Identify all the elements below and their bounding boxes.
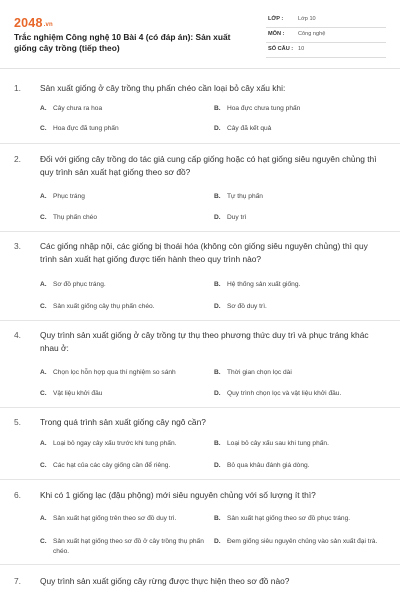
option-text: Bỏ qua khâu đánh giá dòng. bbox=[227, 462, 310, 469]
option-letter: D. bbox=[214, 125, 221, 132]
option-text: Sản xuất hạt giống theo sơ đồ ở cây trồng thụ phấn chéo. bbox=[53, 538, 204, 555]
question-number: 4. bbox=[14, 330, 21, 340]
option-text: Sơ đồ phục tráng. bbox=[53, 281, 106, 288]
option-letter: B. bbox=[214, 193, 221, 200]
question-divider bbox=[0, 320, 400, 321]
option-letter: D. bbox=[214, 538, 221, 545]
page-header bbox=[14, 12, 386, 62]
option-text: Phục tráng bbox=[53, 193, 85, 200]
option-letter: D. bbox=[214, 303, 221, 310]
logo-suffix: .vn bbox=[43, 22, 53, 28]
option-text: Hệ thống sản xuất giống. bbox=[227, 281, 301, 288]
question-number: 5. bbox=[14, 417, 21, 427]
option-text: Cây chưa ra hoa bbox=[53, 105, 103, 112]
info-key: SỐ CÂU : bbox=[268, 46, 294, 52]
option-letter: C. bbox=[40, 214, 47, 221]
option-text: Quy trình chọn lọc và vật liệu khởi đầu. bbox=[227, 390, 342, 397]
option-text: Hoa đực đã tung phấn bbox=[53, 125, 119, 132]
question-number: 7. bbox=[14, 576, 21, 586]
option-letter: B. bbox=[214, 105, 221, 112]
question-body: Quy trình sản xuất giống ở cây trồng tự thụ theo phương thức duy trì và phục tráng khác nhau ở: bbox=[40, 330, 369, 354]
option-letter: C. bbox=[40, 390, 47, 397]
option-text: Cây đã kết quả bbox=[227, 125, 272, 132]
option-letter: A. bbox=[40, 281, 47, 288]
info-table bbox=[266, 13, 386, 58]
option-text: Vật liệu khởi đầu bbox=[53, 390, 103, 397]
document-title: Trắc nghiệm Công nghệ 10 Bài 4 (có đáp án): Sản xuất giống cây trồng (tiếp theo) bbox=[14, 32, 231, 53]
option-text: Thời gian chọn lọc dài bbox=[227, 369, 292, 376]
option-letter: C. bbox=[40, 125, 47, 132]
option-letter: C. bbox=[40, 538, 47, 545]
question-number: 6. bbox=[14, 490, 21, 500]
option-text: Tự thụ phấn bbox=[227, 193, 263, 200]
option-text: Duy trì bbox=[227, 214, 247, 221]
question-number: 3. bbox=[14, 241, 21, 251]
option-text: Sản xuất hạt giống trên theo sơ đồ duy trì. bbox=[53, 515, 177, 522]
question-body: Quy trình sản xuất giống cây rừng được thực hiện theo sơ đồ nào? bbox=[40, 576, 290, 586]
option-letter: C. bbox=[40, 462, 47, 469]
info-value: Lớp 10 bbox=[298, 16, 316, 22]
option-letter: A. bbox=[40, 105, 47, 112]
question-body: Trong quá trình sản xuất giống cây ngô cần? bbox=[40, 417, 206, 427]
option-letter: A. bbox=[40, 440, 47, 447]
option-letter: A. bbox=[40, 515, 47, 522]
option-text: Sản xuất giống cây thụ phấn chéo. bbox=[53, 303, 155, 310]
info-value: 10 bbox=[298, 46, 305, 52]
info-key: LỚP : bbox=[268, 16, 284, 22]
question-number: 1. bbox=[14, 83, 21, 93]
option-letter: B. bbox=[214, 440, 221, 447]
info-row-subject bbox=[266, 28, 386, 43]
option-letter: D. bbox=[214, 214, 221, 221]
question-divider bbox=[0, 143, 400, 144]
option-text: Các hạt của các cây giống cần để riêng. bbox=[53, 462, 171, 469]
question-divider bbox=[0, 407, 400, 408]
header-divider bbox=[0, 68, 400, 69]
option-letter: D. bbox=[214, 390, 221, 397]
option-text: Loại bỏ cây xấu sau khi tung phấn. bbox=[227, 440, 329, 447]
question-number: 2. bbox=[14, 154, 21, 164]
option-text: Sản xuất hạt giống theo sơ đồ phục tráng. bbox=[227, 515, 351, 522]
option-letter: D. bbox=[214, 462, 221, 469]
option-letter: B. bbox=[214, 281, 221, 288]
option-text: Hoa đực chưa tung phấn bbox=[227, 105, 301, 112]
option-letter: A. bbox=[40, 369, 47, 376]
question-divider bbox=[0, 231, 400, 232]
option-text: Thụ phấn chéo bbox=[53, 214, 97, 221]
option-letter: C. bbox=[40, 303, 47, 310]
option-letter: A. bbox=[40, 193, 47, 200]
option-text: Loại bỏ ngay cây xấu trước khi tung phấn. bbox=[53, 440, 177, 447]
option-letter: B. bbox=[214, 369, 221, 376]
option-text: Đem giống siêu nguyên chủng vào sản xuất đại trà. bbox=[227, 538, 378, 545]
option-letter: B. bbox=[214, 515, 221, 522]
info-value: Công nghệ bbox=[298, 31, 326, 37]
question-divider bbox=[0, 564, 400, 565]
info-row-class bbox=[266, 13, 386, 28]
question-body: Đối với giống cây trồng do tác giả cung cấp giống hoặc có hạt giống siêu nguyên chủng thì quy trình sản xuất hạt giống theo sơ đồ? bbox=[40, 154, 377, 178]
question-divider bbox=[0, 479, 400, 480]
site-logo[interactable] bbox=[14, 16, 53, 30]
info-key: MÔN : bbox=[268, 31, 285, 37]
option-text: Sơ đồ duy trì. bbox=[227, 303, 267, 310]
question-body: Các giống nhập nội, các giống bị thoái hóa (không còn giống siêu nguyên chủng) thì quy trình sản xuất hạt giống được tiến hành theo quy trình nào? bbox=[40, 241, 368, 265]
logo-text: 2048 bbox=[14, 16, 43, 30]
question-body: Khi có 1 giống lạc (đậu phộng) mới siêu nguyên chủng với số lượng ít thì? bbox=[40, 490, 316, 500]
option-text: Chọn lọc hỗn hợp qua thí nghiệm so sánh bbox=[53, 369, 176, 376]
info-row-count bbox=[266, 43, 386, 58]
question-body: Sản xuất giống ở cây trồng thụ phấn chéo cần loại bỏ cây xấu khi: bbox=[40, 83, 286, 93]
